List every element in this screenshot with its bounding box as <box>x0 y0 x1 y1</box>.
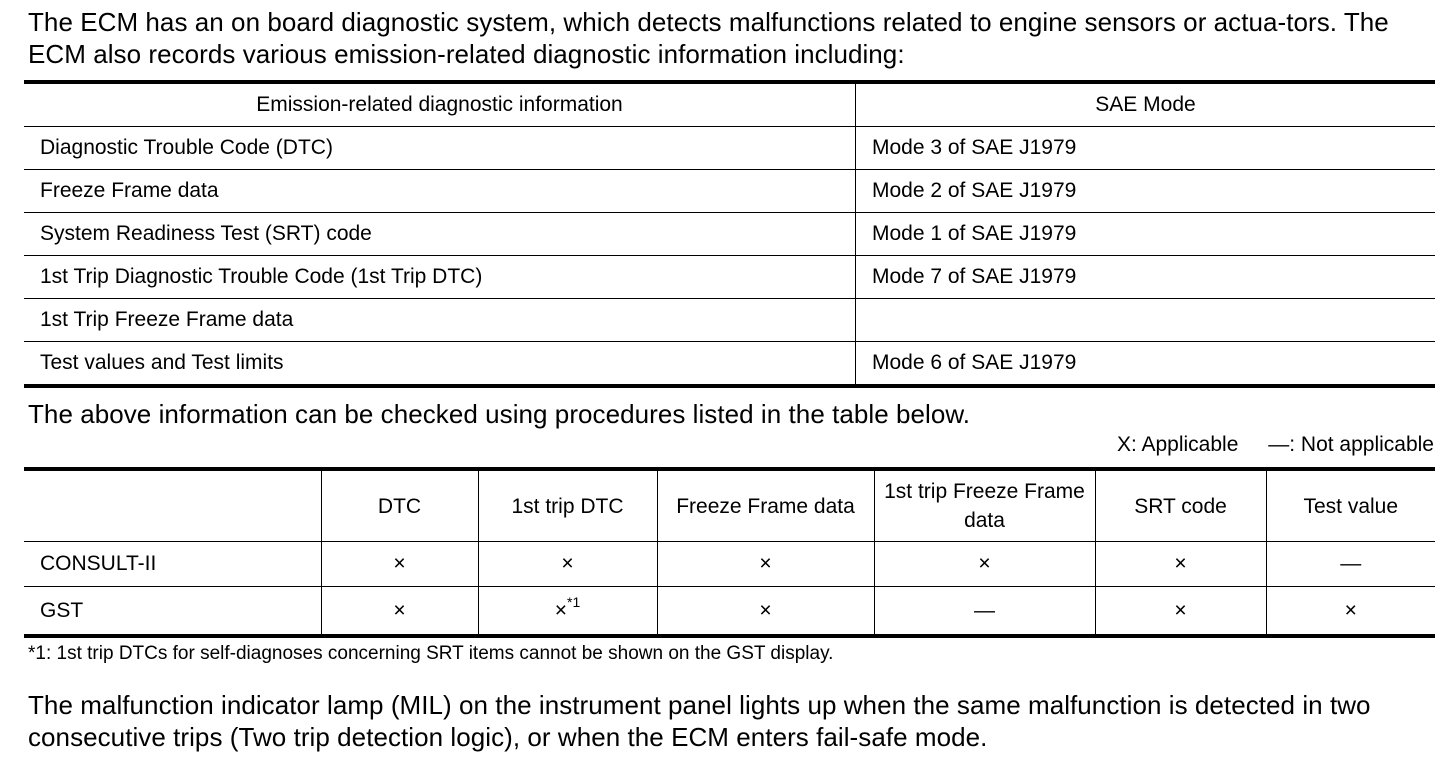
table-header-row <box>24 82 1435 127</box>
column-header-freeze-frame: Freeze Frame data <box>657 469 874 542</box>
applicability-legend <box>1117 433 1434 457</box>
info-cell: Freeze Frame data <box>24 170 856 213</box>
column-header-dtc: DTC <box>321 469 478 542</box>
footnote: *1: 1st trip DTCs for self-diagnoses concerning SRT items cannot be shown on the GST display. <box>28 643 834 664</box>
column-header-1st-trip-dtc: 1st trip DTC <box>478 469 657 542</box>
intro-paragraph: The ECM has an on board diagnostic system, which detects malfunctions related to engine sensors or actua-tors. The ECM also records various emission-related diagnostic information including: <box>28 7 1389 69</box>
procedures-paragraph: The above information can be checked using procedures listed in the table below. <box>28 399 971 429</box>
mark-cell: — <box>1266 542 1435 587</box>
table-row <box>24 213 1435 256</box>
table-row <box>24 299 1435 342</box>
column-header-1st-trip-freeze-frame: 1st trip Freeze Frame data <box>874 469 1095 542</box>
diagnostic-info-table <box>24 80 1435 388</box>
mark-cell: × <box>874 542 1095 587</box>
info-cell: 1st Trip Diagnostic Trouble Code (1st Trip DTC) <box>24 256 856 299</box>
table-row <box>24 127 1435 170</box>
mark-cell: × <box>478 542 657 587</box>
mil-paragraph: The malfunction indicator lamp (MIL) on the instrument panel lights up when the same malfunction is detected in two consecutive trips (Two trip detection logic), or when the ECM enters fail-safe mode. <box>28 690 1371 752</box>
mark-cell: × <box>1095 542 1266 587</box>
row-label-consult: CONSULT-II <box>24 542 321 587</box>
table-row <box>24 256 1435 299</box>
mode-cell: Mode 7 of SAE J1979 <box>856 256 1436 299</box>
column-header-test-value: Test value <box>1266 469 1435 542</box>
table-row <box>24 587 1435 637</box>
info-cell: 1st Trip Freeze Frame data <box>24 299 856 342</box>
mode-cell <box>856 299 1436 342</box>
mode-cell: Mode 1 of SAE J1979 <box>856 213 1436 256</box>
column-header-sae-mode: SAE Mode <box>856 82 1436 127</box>
info-cell: Diagnostic Trouble Code (DTC) <box>24 127 856 170</box>
mark-value: × <box>554 598 568 622</box>
mark-cell: × <box>321 542 478 587</box>
table-row <box>24 342 1435 387</box>
mark-cell: × <box>1266 587 1435 637</box>
legend-applicable: X: Applicable <box>1116 433 1239 456</box>
mark-cell: — <box>874 587 1095 637</box>
column-header-blank <box>24 469 321 542</box>
column-header-info: Emission-related diagnostic information <box>24 82 856 127</box>
mark-cell: × <box>321 587 478 637</box>
info-cell: System Readiness Test (SRT) code <box>24 213 856 256</box>
mark-cell <box>478 587 657 637</box>
column-header-srt-code: SRT code <box>1095 469 1266 542</box>
mode-cell: Mode 3 of SAE J1979 <box>856 127 1436 170</box>
mode-cell: Mode 2 of SAE J1979 <box>856 170 1436 213</box>
legend-not-applicable: —: Not applicable <box>1268 433 1434 456</box>
info-cell: Test values and Test limits <box>24 342 856 387</box>
table-row <box>24 542 1435 587</box>
mark-cell: × <box>1095 587 1266 637</box>
row-label-gst: GST <box>24 587 321 637</box>
mode-cell: Mode 6 of SAE J1979 <box>856 342 1436 387</box>
footnote-reference: *1 <box>567 593 581 610</box>
table-header-row <box>24 469 1435 542</box>
mark-cell: × <box>657 587 874 637</box>
procedure-table <box>24 467 1435 638</box>
mark-cell: × <box>657 542 874 587</box>
table-row <box>24 170 1435 213</box>
